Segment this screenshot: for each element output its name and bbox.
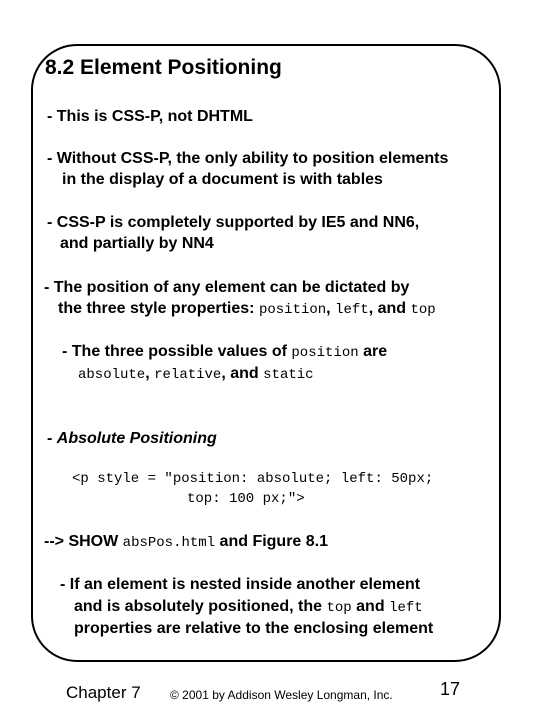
bullet-values-text: - The three possible values of bbox=[62, 343, 287, 360]
bullet-nested-line1: - If an element is nested inside another element bbox=[60, 576, 421, 593]
show-suffix: and Figure 8.1 bbox=[219, 533, 329, 550]
code-absolute: absolute bbox=[78, 367, 146, 383]
bullet-nested-line3: properties are relative to the enclosing element bbox=[74, 620, 434, 637]
bullet-nested-and: and bbox=[356, 598, 385, 615]
code-left: left bbox=[335, 302, 369, 318]
bullet-nested-line2 bbox=[74, 596, 423, 619]
bullet-without-css-p-line2: in the display of a document is with tables bbox=[62, 171, 383, 188]
footer-chapter: Chapter 7 bbox=[66, 683, 141, 702]
bullet-support-line1: - CSS-P is completely supported by IE5 and NN6, bbox=[47, 214, 420, 231]
code-left: left bbox=[389, 600, 423, 616]
code-static: static bbox=[263, 367, 314, 383]
code-relative: relative bbox=[154, 367, 222, 383]
show-prefix: --> SHOW bbox=[44, 533, 119, 550]
bullet-position-line2 bbox=[58, 298, 436, 321]
bullet-dash: - bbox=[47, 430, 57, 447]
bullet-support-line2: and partially by NN4 bbox=[60, 235, 214, 252]
separator: , bbox=[326, 300, 331, 317]
separator-and: , and bbox=[221, 365, 259, 382]
bullet-position-text: the three style properties: bbox=[58, 300, 255, 317]
code-example-line2: top: 100 px;"> bbox=[187, 491, 305, 507]
bullet-nested-text: and is absolutely positioned, the bbox=[74, 598, 323, 615]
code-top: top bbox=[410, 302, 436, 318]
show-line bbox=[44, 531, 328, 554]
absolute-positioning-heading: Absolute Positioning bbox=[56, 430, 217, 447]
code-top: top bbox=[326, 600, 352, 616]
bullet-absolute-positioning bbox=[47, 428, 217, 449]
bullet-values-line2 bbox=[78, 363, 314, 386]
bullet-values-are: are bbox=[363, 343, 388, 360]
bullet-position-line1: - The position of any element can be dictated by bbox=[44, 279, 410, 296]
bullet-without-css-p-line1: - Without CSS-P, the only ability to position elements bbox=[47, 150, 449, 167]
bullet-values-line1 bbox=[62, 341, 387, 364]
footer-page-number: 17 bbox=[440, 679, 461, 699]
code-position: position bbox=[291, 345, 359, 361]
separator-and: , and bbox=[368, 300, 407, 317]
footer-copyright: © 2001 by Addison Wesley Longman, Inc. bbox=[170, 688, 393, 702]
code-abspos-file: absPos.html bbox=[122, 535, 216, 551]
separator: , bbox=[145, 365, 150, 382]
slide-title: 8.2 Element Positioning bbox=[45, 56, 282, 79]
bullet-css-p: - This is CSS-P, not DHTML bbox=[47, 108, 253, 125]
code-example-line1: <p style = "position: absolute; left: 50px; bbox=[72, 471, 434, 487]
code-position: position bbox=[258, 302, 327, 318]
